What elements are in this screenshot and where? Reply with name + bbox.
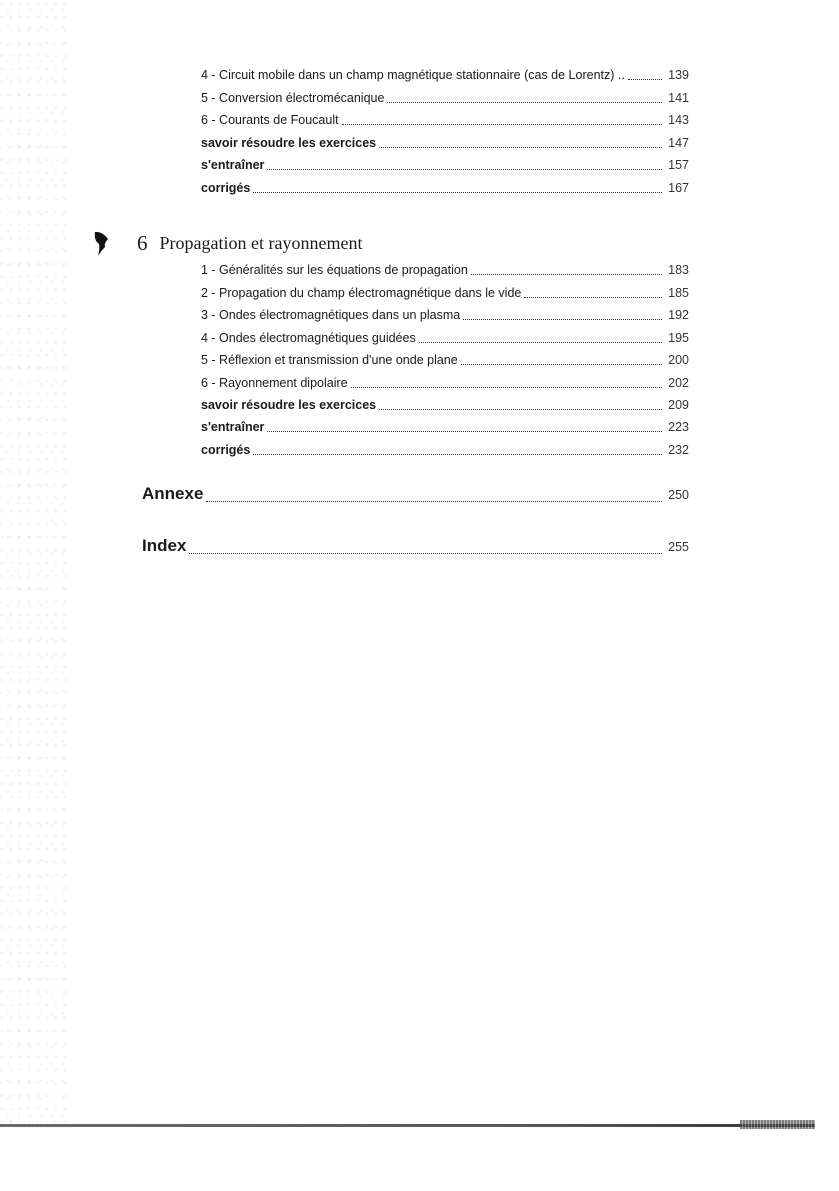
chapter-title: Propagation et rayonnement xyxy=(159,232,363,253)
leader-dots xyxy=(267,168,662,170)
leader-dots xyxy=(628,78,662,80)
toc-entry[interactable] xyxy=(201,350,689,370)
toc-entry[interactable] xyxy=(201,65,689,85)
toc-page-number: 232 xyxy=(668,443,689,457)
toc-entry[interactable] xyxy=(201,417,689,437)
toc-entry[interactable] xyxy=(201,395,689,415)
toc-page-number: 183 xyxy=(668,263,689,277)
toc-entry-label: 4 - Ondes électromagnétiques guidées xyxy=(201,331,416,345)
leader-dots xyxy=(351,386,662,388)
leader-dots xyxy=(379,146,662,148)
toc-page-number: 143 xyxy=(668,113,689,127)
toc-entry-label: 6 - Courants de Foucault xyxy=(201,113,339,127)
toc-page-number: 139 xyxy=(668,68,689,82)
toc-section-index[interactable] xyxy=(142,536,689,560)
section-label: Annexe xyxy=(142,484,204,503)
section-label: Index xyxy=(142,536,187,555)
toc-page-number: 192 xyxy=(668,308,689,322)
toc-entry-label: 6 - Rayonnement dipolaire xyxy=(201,376,348,390)
leader-dots xyxy=(463,318,662,320)
toc-entry-label: 3 - Ondes électromagnétiques dans un plasma xyxy=(201,308,461,322)
leader-dots xyxy=(253,453,662,455)
toc-entry[interactable] xyxy=(201,110,689,130)
scan-edge-noise xyxy=(0,0,70,1130)
toc-entry-label: 5 - Conversion électromécanique xyxy=(201,91,385,105)
toc-page-number: 185 xyxy=(668,286,689,300)
toc-entry[interactable] xyxy=(201,328,689,348)
leader-dots xyxy=(461,363,662,365)
leader-dots xyxy=(189,552,662,554)
toc-entry-label: s'entraîner xyxy=(201,158,265,172)
arrow-chevron-icon xyxy=(92,229,112,257)
toc-page-number: 167 xyxy=(668,181,689,195)
toc-entry[interactable] xyxy=(201,283,689,303)
toc-page-number: 200 xyxy=(668,353,689,367)
toc-page-number: 250 xyxy=(668,488,689,502)
leader-dots xyxy=(387,101,662,103)
toc-entry-label: savoir résoudre les exercices xyxy=(201,136,377,150)
toc-section-annexe[interactable] xyxy=(142,484,689,508)
toc-entry[interactable] xyxy=(201,178,689,198)
chapter-number: 6 xyxy=(137,230,148,255)
toc-page-number: 147 xyxy=(668,136,689,150)
toc-entry[interactable] xyxy=(201,260,689,280)
leader-dots xyxy=(471,273,662,275)
leader-dots xyxy=(419,341,662,343)
toc-entry[interactable] xyxy=(201,373,689,393)
leader-dots xyxy=(342,123,662,125)
toc-entry-label: 4 - Circuit mobile dans un champ magnétique stationnaire (cas de Lorentz) .. xyxy=(201,68,625,82)
toc-entry-label: 2 - Propagation du champ électromagnétique dans le vide xyxy=(201,286,522,300)
chapter-heading[interactable] xyxy=(92,228,362,258)
toc-entry-label: savoir résoudre les exercices xyxy=(201,398,377,412)
toc-page-number: 209 xyxy=(668,398,689,412)
toc-entry[interactable] xyxy=(201,155,689,175)
bottom-rule xyxy=(0,1124,815,1127)
toc-entry-label: corrigés xyxy=(201,443,251,457)
toc-entry-label: s'entraîner xyxy=(201,420,265,434)
leader-dots xyxy=(253,191,662,193)
toc-entry-label: 1 - Généralités sur les équations de propagation xyxy=(201,263,468,277)
toc-page-number: 255 xyxy=(668,540,689,554)
leader-dots xyxy=(379,408,662,410)
toc-page-number: 141 xyxy=(668,91,689,105)
toc-entry-label: 5 - Réflexion et transmission d'une onde plane xyxy=(201,353,458,367)
toc-entry[interactable] xyxy=(201,305,689,325)
toc-page-number: 195 xyxy=(668,331,689,345)
toc-entry[interactable] xyxy=(201,133,689,153)
bottom-rule-end xyxy=(740,1120,815,1129)
toc-entry[interactable] xyxy=(201,440,689,460)
toc-page-number: 157 xyxy=(668,158,689,172)
toc-entry-label: corrigés xyxy=(201,181,251,195)
toc-entry[interactable] xyxy=(201,88,689,108)
leader-dots xyxy=(267,430,662,432)
toc-page-number: 202 xyxy=(668,376,689,390)
leader-dots xyxy=(206,500,662,502)
toc-page-number: 223 xyxy=(668,420,689,434)
leader-dots xyxy=(524,296,662,298)
